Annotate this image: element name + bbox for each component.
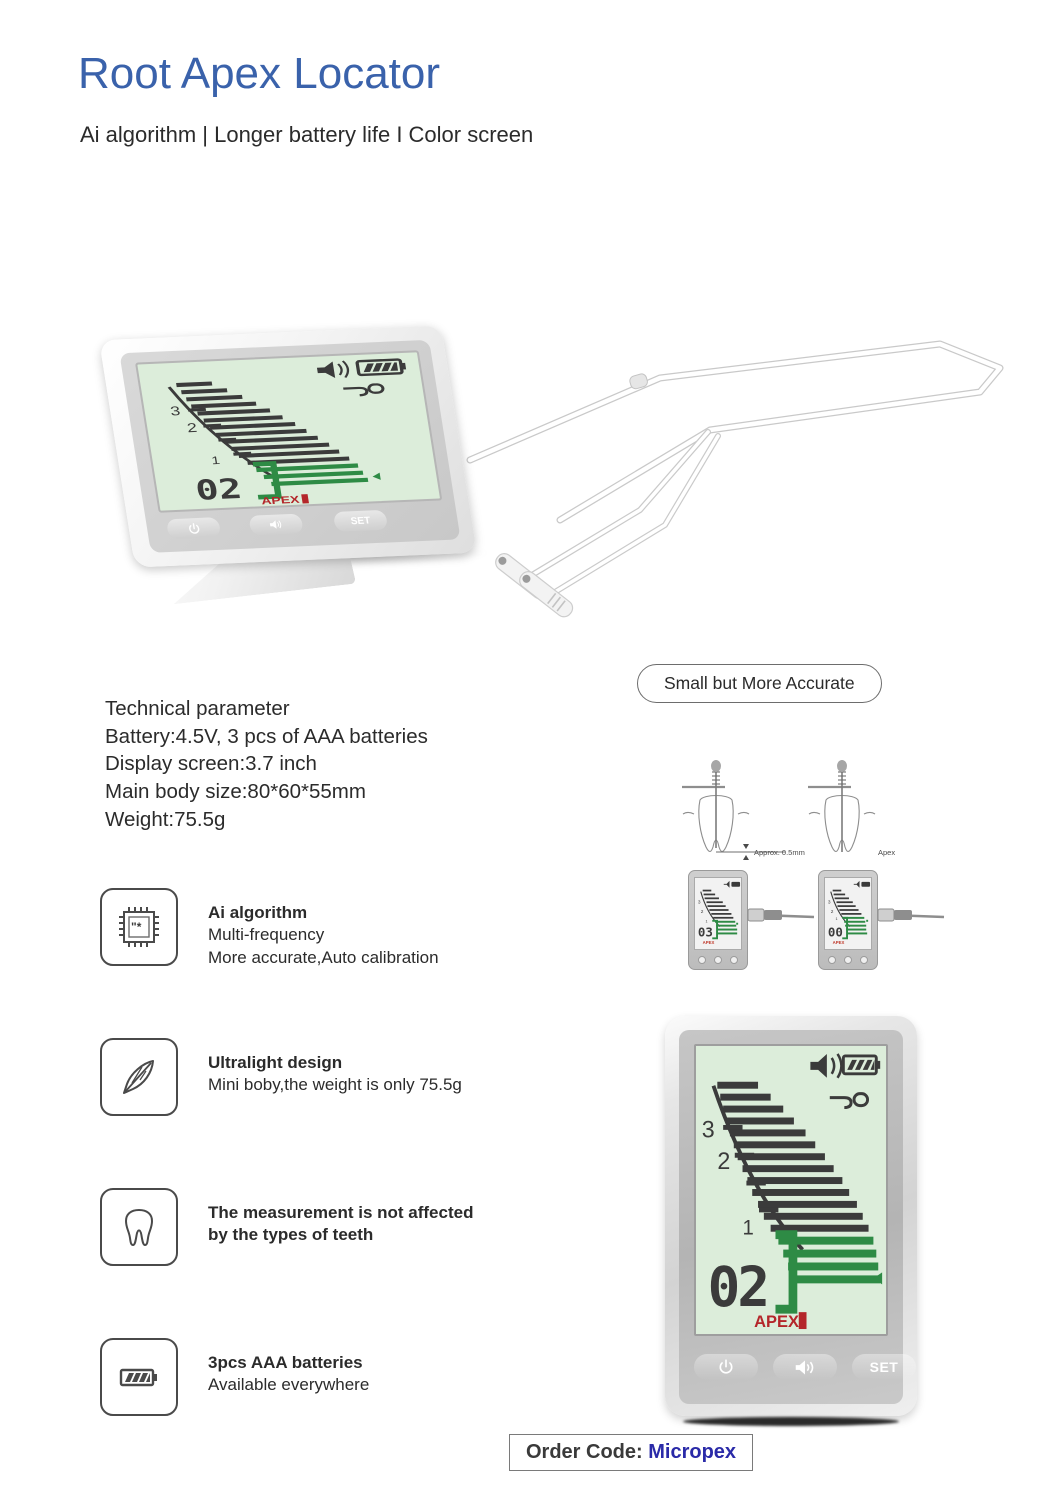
mini-cable-left [746,904,816,926]
feature-line: Available everywhere [208,1375,370,1395]
battery-icon [357,359,407,375]
technical-parameters [105,695,428,833]
feature-line: More accurate,Auto calibration [208,947,439,967]
main-lcd-screen [694,1044,888,1336]
power-button[interactable] [166,517,221,539]
svg-text:3: 3 [169,404,182,419]
svg-text:APEX: APEX [702,940,715,946]
set-button[interactable]: SET [852,1354,916,1380]
mini-device-right [818,870,878,970]
svg-text:3: 3 [827,900,831,906]
mini-reading-right: 00 [827,924,843,940]
feature-title: 3pcs AAA batteries [208,1353,363,1372]
lcd-apex-label: APEX [260,493,301,507]
mini-lcd-right [824,877,872,950]
diagram-label-left: Approx. 0.5mm [754,848,805,857]
svg-text:APEX: APEX [832,940,845,946]
tech-line: Main body size:80*60*55mm [105,780,366,804]
lcd-apex-bar [301,494,309,503]
main-device-photo [665,1016,917,1416]
mini-sound-button[interactable] [714,956,722,964]
feature-item-ultralight [100,1038,540,1188]
diagram-label-right: Apex [878,848,896,857]
feature-title: Ai algorithm [208,903,308,922]
svg-text:1: 1 [705,919,708,924]
mini-sound-button[interactable] [844,956,852,964]
order-code-value: Micropex [648,1441,737,1463]
power-icon [717,1358,735,1376]
hero-product-photo [60,300,960,660]
tooth-diagram-right [808,760,875,852]
tech-line: Weight:75.5g [105,807,226,831]
page-subtitle: Ai algorithm | Longer battery life I Color screen [80,122,534,147]
feather-icon-glyph [115,1053,163,1101]
tooth-icon-glyph [115,1203,163,1251]
lcd-dark-bars [717,1082,868,1232]
device-shadow [683,1417,899,1426]
feature-text [208,1352,369,1397]
feature-text [208,902,439,969]
lcd-apex-label: APEX [754,1311,800,1332]
tooth-diagram-left [682,760,785,860]
tooth-icon [100,1188,178,1266]
svg-text:"*: "* [131,920,142,934]
mini-reading-left: 03 [697,924,713,940]
hero-device [69,313,481,581]
chip-icon-glyph [115,903,163,951]
feature-text [208,1202,473,1247]
order-code-box [509,1434,753,1471]
probe-cable [460,320,1020,650]
mini-device-left [688,870,748,970]
mini-lcd-graphics [695,878,741,949]
hero-lcd-screen [135,350,442,513]
file-hook-icon [343,384,384,396]
mini-cable-right [876,904,946,926]
power-icon [186,521,201,534]
feature-item-ai-algorithm [100,888,540,1038]
mini-power-button[interactable] [698,956,706,964]
svg-text:1: 1 [742,1216,754,1240]
mini-lcd-left [694,877,742,950]
feature-line: Multi-frequency [208,925,325,945]
lcd-reading: 02 [707,1254,768,1320]
lcd-reading: 02 [193,472,245,507]
sound-button[interactable] [248,514,303,536]
chip-icon [100,888,178,966]
tech-line: Display screen:3.7 inch [105,752,317,776]
feature-title: The measurement is not affected [208,1203,474,1222]
device-bezel [119,340,460,553]
lcd-marker-icon [372,473,381,481]
battery-icon [100,1338,178,1416]
file-hook-icon [830,1094,868,1108]
hero-lcd-graphics [137,352,440,510]
svg-text:3: 3 [701,1116,715,1143]
feature-title-line2: by the types of teeth [208,1225,374,1245]
feature-list [100,888,540,1488]
power-button[interactable] [694,1354,758,1380]
accuracy-badge: Small but More Accurate [637,664,882,703]
tech-heading: Technical parameter [105,697,290,720]
feature-title: Ultralight design [208,1053,343,1072]
accuracy-diagrams [670,752,920,992]
svg-text:2: 2 [830,909,834,916]
sound-button[interactable] [773,1354,837,1380]
mini-set-button[interactable] [730,956,738,964]
feature-item-tooth-types [100,1188,540,1338]
set-button[interactable]: SET [333,510,388,532]
speaker-icon [810,1054,841,1078]
svg-text:3: 3 [697,900,701,906]
mini-set-button[interactable] [860,956,868,964]
tooth-file-diagrams [670,752,920,882]
speaker-icon [316,361,349,379]
speaker-icon [794,1359,816,1376]
feature-item-batteries [100,1338,540,1488]
mini-lcd-graphics [825,878,871,949]
battery-icon-glyph [115,1353,163,1401]
feather-icon [100,1038,178,1116]
svg-text:1: 1 [210,454,221,467]
tech-line: Battery:4.5V, 3 pcs of AAA batteries [105,724,428,748]
svg-text:2: 2 [717,1147,731,1175]
svg-text:1: 1 [835,916,838,921]
device-body [99,325,477,567]
page-title: Root Apex Locator [78,49,441,98]
lcd-apex-bar [799,1312,807,1329]
mini-power-button[interactable] [828,956,836,964]
speaker-icon [268,518,284,530]
feature-text [208,1052,462,1097]
mini-button-row [694,954,742,966]
svg-text:2: 2 [700,909,704,916]
mini-button-row [824,954,872,966]
order-code-label: Order Code: [526,1441,643,1463]
feature-line: Mini boby,the weight is only 75.5g [208,1075,462,1095]
device-inner-bezel [679,1030,903,1404]
battery-icon [843,1056,880,1074]
main-button-row [694,1346,899,1392]
main-lcd-graphics [696,1046,886,1334]
svg-text:2: 2 [186,421,199,436]
